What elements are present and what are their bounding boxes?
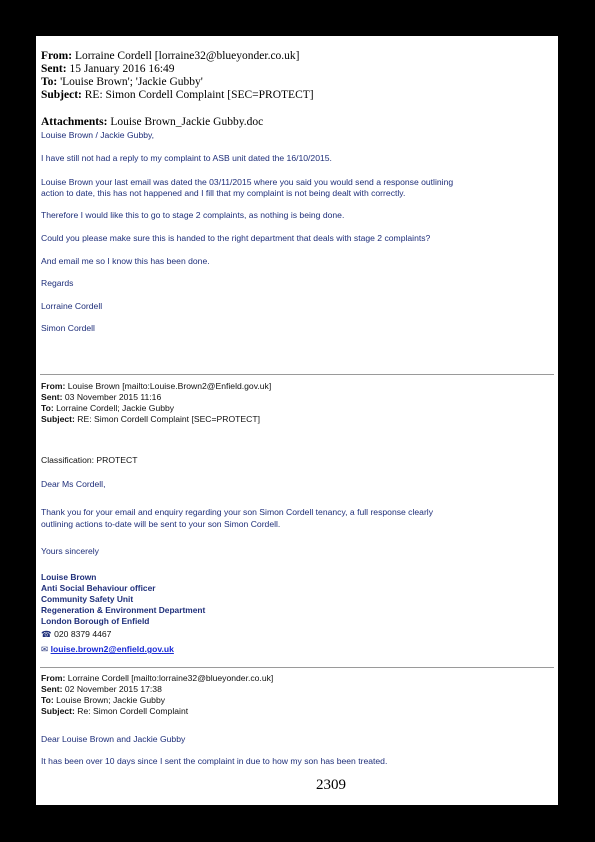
email2-greeting: Dear Ms Cordell, — [41, 479, 106, 489]
subject-label: Subject: — [41, 89, 82, 101]
email3-subject-line — [41, 706, 188, 717]
from-value: Louise Brown [mailto:Louise.Brown2@Enfield.gov.uk] — [67, 381, 272, 391]
email1-signature-name: Simon Cordell — [41, 323, 95, 333]
to-label: To: — [41, 403, 54, 413]
from-label: From: — [41, 381, 66, 391]
attachment-file[interactable]: Louise Brown_Jackie Gubby.doc — [110, 116, 264, 128]
divider — [40, 667, 554, 668]
phone-line — [41, 629, 111, 640]
document-page — [36, 36, 558, 805]
from-value: Lorraine Cordell [mailto:lorraine32@blueyonder.co.uk] — [67, 673, 274, 683]
sent-value: 03 November 2015 11:16 — [64, 392, 162, 402]
signature-organisation: London Borough of Enfield — [41, 616, 150, 626]
email2-paragraph: outlining actions to-date will be sent to your son Simon Cordell. — [41, 519, 281, 529]
email2-sent-line — [41, 392, 161, 403]
signature-unit: Community Safety Unit — [41, 594, 134, 604]
phone-number: 020 8379 4467 — [54, 629, 112, 639]
email1-signature-name: Lorraine Cordell — [41, 301, 103, 311]
email1-attachments-line — [41, 116, 263, 129]
from-value: Lorraine Cordell [lorraine32@blueyonder.co.uk] — [74, 50, 300, 62]
from-label: From: — [41, 50, 73, 62]
classification-label: Classification: PROTECT — [41, 455, 138, 465]
email3-from-line — [41, 673, 273, 684]
email1-paragraph: And email me so I know this has been done. — [41, 256, 210, 266]
envelope-icon: ✉ — [41, 644, 49, 654]
from-label: From: — [41, 673, 66, 683]
email1-paragraph: Could you please make sure this is handed to the right department that deals with stage 2 complaints? — [41, 233, 431, 243]
email2-paragraph: Thank you for your email and enquiry regarding your son Simon Cordell tenancy, a full response clearly — [41, 507, 434, 517]
sent-label: Sent: — [41, 63, 67, 75]
email1-regards: Regards — [41, 278, 74, 288]
phone-icon: ☎ — [41, 629, 52, 639]
email1-paragraph: I have still not had a reply to my complaint to ASB unit dated the 16/10/2015. — [41, 153, 332, 163]
email3-paragraph: It has been over 10 days since I sent the complaint in due to how my son has been treated. — [41, 756, 388, 766]
sent-value: 02 November 2015 17:38 — [64, 684, 162, 694]
email-line — [41, 644, 174, 655]
email1-paragraph: action to date, this has not happened and I fill that my complaint is not being dealt with correctly. — [41, 188, 406, 198]
signature-department: Regeneration & Environment Department — [41, 605, 206, 615]
email1-paragraph: Louise Brown your last email was dated the 03/11/2015 where you said you would send a response outlining — [41, 177, 454, 187]
page-number: 2309 — [316, 777, 346, 793]
sent-value: 15 January 2016 16:49 — [69, 63, 175, 75]
email1-greeting: Louise Brown / Jackie Gubby, — [41, 130, 155, 140]
to-label: To: — [41, 695, 54, 705]
email1-paragraph: Therefore I would like this to go to stage 2 complaints, as nothing is being done. — [41, 210, 345, 220]
email2-closing: Yours sincerely — [41, 546, 99, 556]
sent-label: Sent: — [41, 392, 63, 402]
subject-label: Subject: — [41, 706, 75, 716]
email-link[interactable]: louise.brown2@enfield.gov.uk — [50, 644, 174, 654]
attachments-label: Attachments: — [41, 116, 108, 128]
subject-label: Subject: — [41, 414, 75, 424]
to-value: Lorraine Cordell; Jackie Gubby — [56, 403, 175, 413]
email1-to-line — [41, 76, 203, 89]
email1-subject-line — [41, 89, 314, 102]
email3-to-line — [41, 695, 165, 706]
to-value: Louise Brown; Jackie Gubby — [56, 695, 166, 705]
email2-subject-line — [41, 414, 260, 425]
email3-greeting: Dear Louise Brown and Jackie Gubby — [41, 734, 186, 744]
subject-value: RE: Simon Cordell Complaint [SEC=PROTECT] — [77, 414, 260, 424]
subject-value: Re: Simon Cordell Complaint — [77, 706, 189, 716]
to-value: 'Louise Brown'; 'Jackie Gubby' — [60, 76, 203, 88]
email3-sent-line — [41, 684, 162, 695]
email1-from-line — [41, 50, 300, 63]
email2-from-line — [41, 381, 271, 392]
to-label: To: — [41, 76, 58, 88]
signature-name: Louise Brown — [41, 572, 97, 582]
email2-to-line — [41, 403, 174, 414]
subject-value: RE: Simon Cordell Complaint [SEC=PROTECT] — [84, 89, 314, 101]
sent-label: Sent: — [41, 684, 63, 694]
email1-sent-line — [41, 63, 175, 76]
signature-title: Anti Social Behaviour officer — [41, 583, 156, 593]
divider — [40, 374, 554, 375]
